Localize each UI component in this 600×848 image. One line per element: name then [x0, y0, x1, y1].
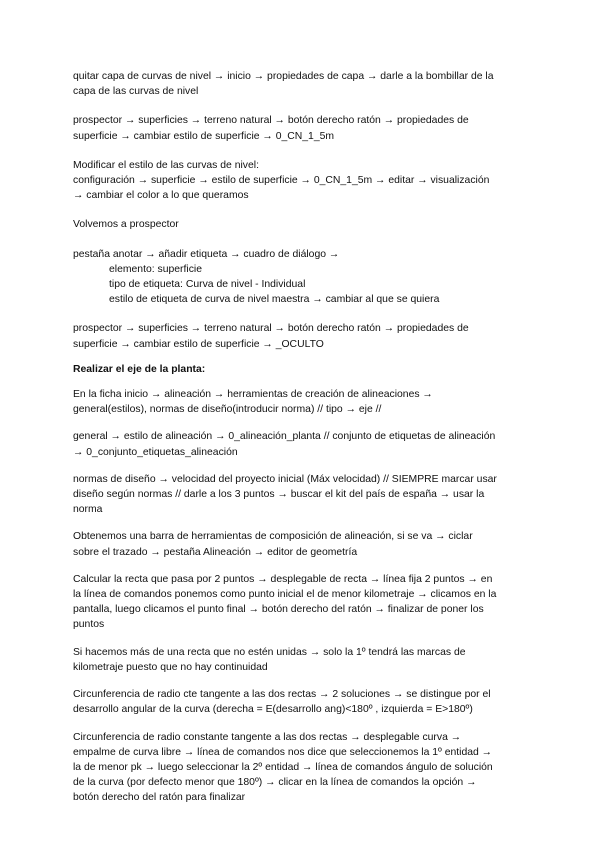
paragraph-free-curve-fillet — [73, 730, 533, 806]
text-line: capa de las curvas de nivel — [73, 86, 199, 98]
paragraph-design-norms — [73, 472, 533, 518]
text-line: de la curva (por defecto menor que 180º) → clicar en la línea de comandos la opción → — [73, 777, 477, 789]
text-line: la línea de comandos ponemos como punto inicial el de menor kilometraje → clicamos en la — [73, 589, 497, 601]
indented-line: tipo de etiqueta: Curva de nivel - Individual — [109, 279, 306, 291]
text-line: quitar capa de curvas de nivel → inicio → propiedades de capa → darle a la bombillar de la — [73, 71, 494, 82]
text-line: norma — [73, 504, 103, 516]
paragraph-add-label — [73, 247, 533, 308]
text-line: botón derecho del ratón para finalizar — [73, 792, 246, 804]
text-line: Circunferencia de radio constante tangente a las dos rectas → desplegable curva → — [73, 731, 462, 743]
text-line: Si hacemos más de una recta que no estén unidas → solo la 1º tendrá las marcas de — [73, 646, 466, 658]
paragraph-toolbar — [73, 529, 533, 559]
text-line: Circunferencia de radio cte tangente a las dos rectas → 2 soluciones → se distingue por el — [73, 689, 491, 701]
text-line: normas de diseño → velocidad del proyecto inicial (Máx velocidad) // SIEMPRE marcar usar — [73, 473, 497, 485]
paragraph-alignment-creation — [73, 387, 533, 417]
text-line: general(estilos), normas de diseño(introducir norma) // tipo → eje // — [73, 404, 382, 416]
text-line: kilometraje puesto que no hay continuidad — [73, 661, 268, 673]
text-line: configuración → superficie → estilo de superficie → 0_CN_1_5m → editar → visualización — [73, 175, 490, 187]
paragraph-modify-contour-style — [73, 158, 533, 204]
section-heading: Realizar el eje de la planta: — [73, 363, 206, 375]
document-page — [73, 69, 533, 820]
text-line: sobre el trazado → pestaña Alineación → editor de geometría — [73, 546, 358, 558]
paragraph-surface-style-hidden — [73, 321, 533, 351]
paragraph-multiple-lines — [73, 645, 533, 675]
paragraph-alignment-style — [73, 429, 533, 459]
text-line: desarrollo angular de la curva (derecha = E(desarrollo ang)<180º , izquierda = E>180º) — [73, 704, 473, 716]
text-line: pestaña anotar → añadir etiqueta → cuadro de diálogo → — [73, 248, 340, 260]
text-line: Modificar el estilo de las curvas de nivel: — [73, 159, 259, 171]
text-line: diseño según normas // darle a los 3 puntos → buscar el kit del país de españa → usar la — [73, 489, 485, 501]
paragraph-hide-contour-layer — [73, 69, 533, 99]
text-line: general → estilo de alineación → 0_alineación_planta // conjunto de etiquetas de alineación — [73, 431, 496, 443]
text-line: En la ficha inicio → alineación → herramientas de creación de alineaciones → — [73, 389, 433, 401]
text-line: la de menor pk → luego seleccionar la 2º entidad → línea de comandos ángulo de solución — [73, 761, 493, 773]
text-line: empalme de curva libre → línea de comandos nos dice que seleccionemos la 1º entidad → — [73, 746, 493, 758]
paragraph-line-two-points — [73, 572, 533, 633]
text-line: → cambiar el color a lo que queramos — [73, 190, 249, 202]
text-line: prospector → superficies → terreno natural → botón derecho ratón → propiedades de — [73, 115, 469, 127]
text-line: Obtenemos una barra de herramientas de composición de alineación, si se va → ciclar — [73, 531, 473, 543]
text-line: puntos — [73, 619, 105, 631]
text-line: superficie → cambiar estilo de superficie → _OCULTO — [73, 338, 324, 350]
text-line: Volvemos a prospector — [73, 219, 179, 231]
text-line: Calcular la recta que pasa por 2 puntos → desplegable de recta → línea fija 2 puntos → en — [73, 573, 493, 585]
text-line: pantalla, luego clicamos el punto final → botón derecho del ratón → finalizar de poner los — [73, 604, 484, 616]
paragraph-surface-style-cn — [73, 113, 533, 143]
indented-line: elemento: superficie — [109, 263, 202, 275]
paragraph-back-to-prospector — [73, 217, 533, 232]
text-line: → 0_conjunto_etiquetas_alineación — [73, 446, 238, 458]
indented-line: estilo de etiqueta de curva de nivel maestra → cambiar al que se quiera — [109, 294, 440, 306]
text-line: prospector → superficies → terreno natural → botón derecho ratón → propiedades de — [73, 323, 469, 335]
text-line: superficie → cambiar estilo de superficie → 0_CN_1_5m — [73, 130, 335, 142]
paragraph-circle-constant-radius — [73, 687, 533, 717]
